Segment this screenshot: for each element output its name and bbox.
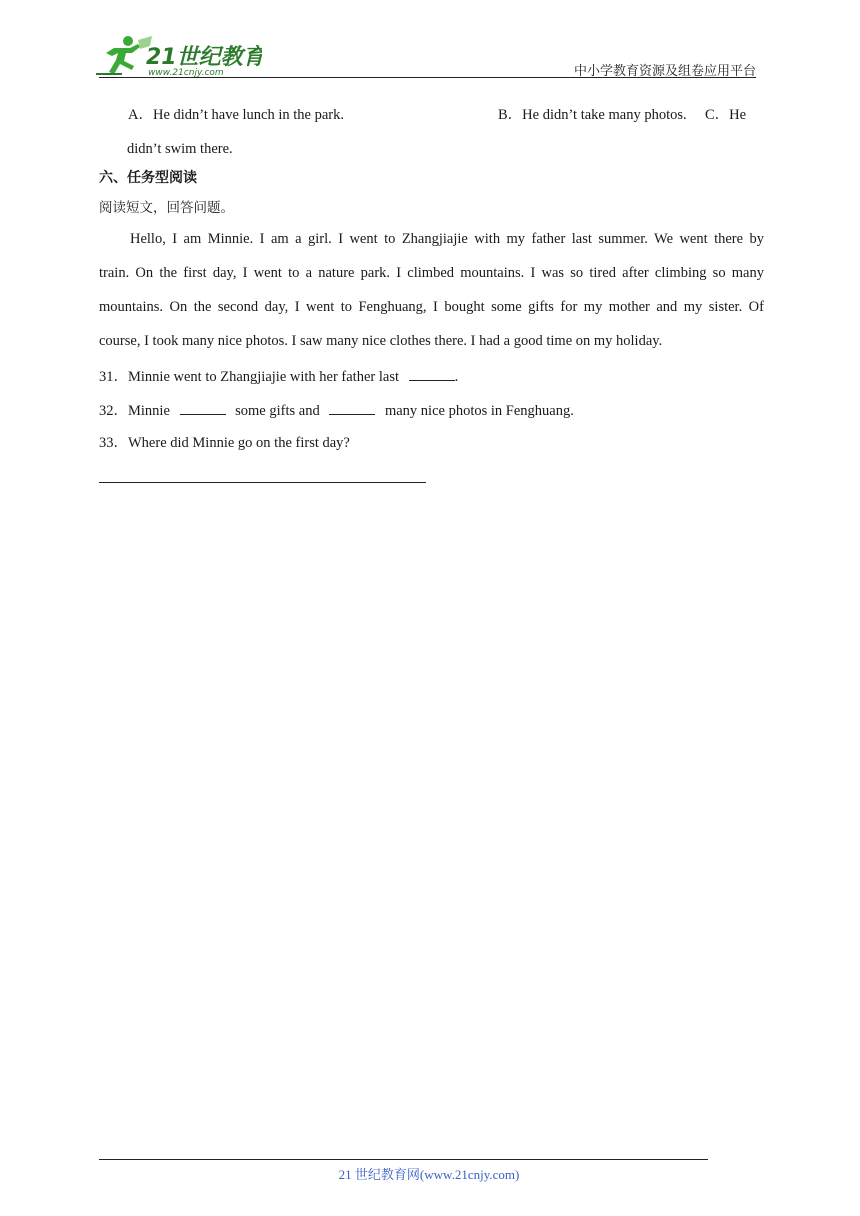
option-c-end: didn’t swim there. [127, 141, 233, 157]
runner-logo-icon [92, 34, 262, 78]
section-heading: 六、任务型阅读 [99, 170, 197, 186]
passage-line-3: mountains. On the second day, I went to Fenghuang, I bought some gifts for my mother and my sister. Of [99, 299, 764, 315]
question-32-end: many nice photos in Fenghuang. [384, 403, 574, 419]
logo-url-text: www.21cnjy.com [148, 68, 224, 78]
option-a: A．He didn’t have lunch in the park. [128, 107, 344, 123]
question-32 [99, 400, 574, 420]
answer-blank-32a[interactable] [180, 400, 226, 415]
option-c-start: C．He [705, 107, 747, 123]
answer-blank-31[interactable] [409, 366, 455, 381]
question-33: 33．Where did Minnie go on the first day? [99, 435, 350, 451]
question-31-text: 31．Minnie went to Zhangjiajie with her father last [99, 369, 399, 385]
answer-line-33[interactable] [99, 482, 426, 483]
site-logo [92, 34, 262, 78]
logo-brand-text: 21世纪教育 [146, 45, 262, 70]
option-b: B．He didn’t take many photos. [498, 107, 687, 123]
passage-line-2: train. On the first day, I went to a nature park. I climbed mountains. I was so tired after climbing so many [99, 265, 764, 281]
passage-line-4: course, I took many nice photos. I saw many nice clothes there. I had a good time on my holiday. [99, 333, 663, 349]
passage-line-1: Hello, I am Minnie. I am a girl. I went to Zhangjiajie with my father last summer. We went there by [130, 231, 764, 247]
question-31-end: . [454, 369, 459, 385]
question-32-start: 32．Minnie [99, 403, 170, 419]
footer-divider [99, 1159, 708, 1160]
header-divider [99, 77, 756, 78]
section-instruction: 阅读短文，回答问题。 [99, 200, 234, 216]
site-tagline: 中小学教育资源及组卷应用平台 [573, 64, 756, 79]
answer-blank-32b[interactable] [329, 400, 375, 415]
footer-site-link[interactable]: 21 世纪教育网(www.21cnjy.com) [338, 1167, 520, 1182]
question-31 [99, 366, 458, 386]
question-32-mid: some gifts and [235, 403, 320, 419]
